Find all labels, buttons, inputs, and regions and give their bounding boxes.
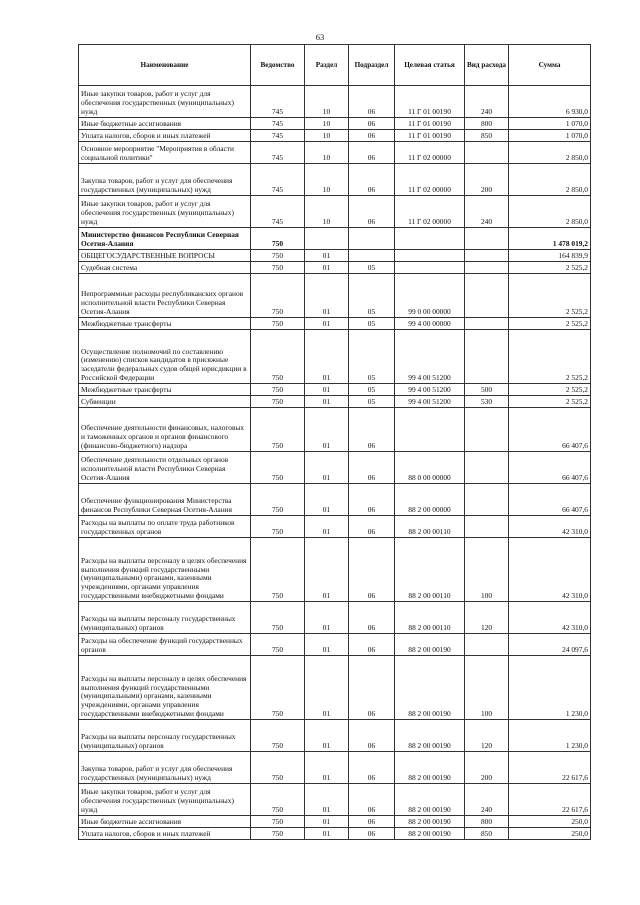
column-header-name: Наименование (79, 45, 251, 86)
row-section: 10 (305, 130, 349, 142)
row-amount: 1 230,0 (509, 720, 591, 752)
row-section: 01 (305, 538, 349, 602)
row-name: Расходы на выплаты персоналу государственных (муниципальных) органов (79, 720, 251, 752)
table-row (79, 384, 591, 396)
row-target-article: 11 Г 01 00190 (395, 130, 465, 142)
row-name: ОБЩЕГОСУДАРСТВЕННЫЕ ВОПРОСЫ (79, 250, 251, 262)
table-row (79, 196, 591, 228)
row-department: 745 (251, 118, 305, 130)
row-amount: 22 617,6 (509, 752, 591, 784)
row-department: 750 (251, 452, 305, 484)
row-name: Иные бюджетные ассигнования (79, 816, 251, 828)
row-section: 01 (305, 408, 349, 452)
row-target-article: 11 Г 01 00190 (395, 86, 465, 118)
row-target-article (395, 250, 465, 262)
row-amount: 2 525,2 (509, 396, 591, 408)
table-row (79, 452, 591, 484)
row-name: Расходы на выплаты персоналу государственных (муниципальных) органов (79, 602, 251, 634)
row-target-article: 99 4 00 51200 (395, 384, 465, 396)
column-header-amount: Сумма (509, 45, 591, 86)
row-department: 750 (251, 656, 305, 720)
row-amount: 1 070,0 (509, 130, 591, 142)
row-section: 01 (305, 250, 349, 262)
row-subsection: 06 (349, 828, 395, 840)
table-row (79, 408, 591, 452)
row-department: 750 (251, 408, 305, 452)
row-amount: 2 525,2 (509, 262, 591, 274)
row-subsection: 05 (349, 318, 395, 330)
row-target-article: 99 4 00 51200 (395, 396, 465, 408)
row-expense-type: 240 (465, 196, 509, 228)
row-department: 750 (251, 816, 305, 828)
row-expense-type (465, 634, 509, 656)
row-section: 10 (305, 164, 349, 196)
row-section: 01 (305, 274, 349, 318)
row-section: 10 (305, 196, 349, 228)
column-header-target-article: Целевая статья (395, 45, 465, 86)
row-expense-type: 200 (465, 164, 509, 196)
row-department: 745 (251, 164, 305, 196)
row-section: 01 (305, 384, 349, 396)
row-amount: 1 070,0 (509, 118, 591, 130)
row-name: Иные бюджетные ассигнования (79, 118, 251, 130)
row-subsection: 05 (349, 274, 395, 318)
row-target-article: 88 2 00 00190 (395, 720, 465, 752)
row-expense-type: 120 (465, 602, 509, 634)
row-section: 01 (305, 656, 349, 720)
row-amount: 24 097,6 (509, 634, 591, 656)
table-row (79, 262, 591, 274)
row-expense-type (465, 274, 509, 318)
table-row (79, 538, 591, 602)
row-amount: 2 850,0 (509, 196, 591, 228)
row-target-article: 88 2 00 00190 (395, 784, 465, 816)
row-department: 750 (251, 274, 305, 318)
row-expense-type: 800 (465, 118, 509, 130)
row-name: Основное мероприятие "Мероприятия в области социальной политики" (79, 142, 251, 164)
row-expense-type: 120 (465, 720, 509, 752)
row-amount: 66 407,6 (509, 408, 591, 452)
row-name: Иные закупки товаров, работ и услуг для обеспечения государственных (муниципальных) нужд (79, 196, 251, 228)
row-amount: 42 310,0 (509, 516, 591, 538)
table-row (79, 484, 591, 516)
row-department: 750 (251, 384, 305, 396)
row-name: Судебная система (79, 262, 251, 274)
table-row (79, 118, 591, 130)
row-subsection: 06 (349, 752, 395, 784)
row-subsection: 05 (349, 330, 395, 384)
row-subsection: 06 (349, 634, 395, 656)
row-expense-type: 240 (465, 86, 509, 118)
row-expense-type: 850 (465, 130, 509, 142)
row-name: Обеспечение деятельности финансовых, налоговых и таможенных органов и органов финансового (финансово-бюджетного) надзора (79, 408, 251, 452)
row-section: 01 (305, 816, 349, 828)
row-amount: 2 525,2 (509, 274, 591, 318)
row-target-article: 11 Г 02 00000 (395, 142, 465, 164)
row-amount: 250,0 (509, 828, 591, 840)
row-name: Министерство финансов Республики Северная Осетия-Алания (79, 228, 251, 250)
row-subsection: 06 (349, 720, 395, 752)
row-target-article: 88 0 00 00000 (395, 452, 465, 484)
row-subsection: 06 (349, 196, 395, 228)
row-section: 01 (305, 330, 349, 384)
table-row (79, 720, 591, 752)
table-row (79, 86, 591, 118)
row-name: Субвенции (79, 396, 251, 408)
row-name: Закупка товаров, работ и услуг для обеспечения государственных (муниципальных) нужд (79, 164, 251, 196)
row-department: 750 (251, 784, 305, 816)
row-department: 750 (251, 720, 305, 752)
row-name: Межбюджетные трансферты (79, 384, 251, 396)
row-expense-type: 100 (465, 538, 509, 602)
row-name: Уплата налогов, сборов и иных платежей (79, 130, 251, 142)
row-subsection: 05 (349, 396, 395, 408)
row-target-article: 99 0 00 00000 (395, 274, 465, 318)
budget-table (78, 44, 591, 840)
row-expense-type: 240 (465, 784, 509, 816)
row-department: 750 (251, 516, 305, 538)
row-name: Иные закупки товаров, работ и услуг для обеспечения государственных (муниципальных) нужд (79, 784, 251, 816)
row-subsection: 06 (349, 118, 395, 130)
row-subsection: 05 (349, 262, 395, 274)
row-department: 750 (251, 318, 305, 330)
row-section: 01 (305, 720, 349, 752)
row-amount: 164 839,9 (509, 250, 591, 262)
row-department: 750 (251, 634, 305, 656)
table-row (79, 602, 591, 634)
row-department: 750 (251, 330, 305, 384)
row-amount: 1 230,0 (509, 656, 591, 720)
row-target-article: 88 2 00 00110 (395, 516, 465, 538)
row-name: Закупка товаров, работ и услуг для обеспечения государственных (муниципальных) нужд (79, 752, 251, 784)
row-subsection: 06 (349, 130, 395, 142)
row-name: Обеспечение деятельности отдельных органов исполнительной власти Республики Северная Осетия-Алания (79, 452, 251, 484)
row-section: 01 (305, 484, 349, 516)
row-department: 750 (251, 602, 305, 634)
row-section: 01 (305, 634, 349, 656)
row-department: 750 (251, 538, 305, 602)
row-expense-type: 100 (465, 656, 509, 720)
row-expense-type: 500 (465, 384, 509, 396)
row-subsection: 06 (349, 538, 395, 602)
row-amount: 1 478 019,2 (509, 228, 591, 250)
row-subsection: 06 (349, 164, 395, 196)
row-target-article: 11 Г 02 00000 (395, 164, 465, 196)
row-target-article (395, 228, 465, 250)
row-department: 750 (251, 484, 305, 516)
row-section (305, 228, 349, 250)
row-name: Непрограммные расходы республиканских органов исполнительной власти Республики Северная Осетия-Алания (79, 274, 251, 318)
row-department: 745 (251, 196, 305, 228)
table-row (79, 784, 591, 816)
row-expense-type: 200 (465, 752, 509, 784)
table-header-row (79, 45, 591, 86)
row-department: 750 (251, 396, 305, 408)
column-header-section: Раздел (305, 45, 349, 86)
table-row (79, 634, 591, 656)
row-expense-type (465, 484, 509, 516)
row-amount: 66 407,6 (509, 452, 591, 484)
row-subsection: 05 (349, 384, 395, 396)
row-subsection: 06 (349, 784, 395, 816)
row-amount: 42 310,0 (509, 602, 591, 634)
row-subsection: 06 (349, 452, 395, 484)
row-amount: 42 310,0 (509, 538, 591, 602)
row-target-article: 88 2 00 00000 (395, 484, 465, 516)
row-name: Иные закупки товаров, работ и услуг для обеспечения государственных (муниципальных) нужд (79, 86, 251, 118)
row-amount: 2 525,2 (509, 384, 591, 396)
row-name: Расходы на обеспечение функций государственных органов (79, 634, 251, 656)
row-section: 01 (305, 828, 349, 840)
row-section: 10 (305, 118, 349, 130)
row-amount: 6 930,0 (509, 86, 591, 118)
row-amount: 250,0 (509, 816, 591, 828)
row-subsection: 06 (349, 408, 395, 452)
row-section: 01 (305, 784, 349, 816)
row-target-article: 88 2 00 00110 (395, 602, 465, 634)
row-subsection: 06 (349, 484, 395, 516)
row-subsection (349, 228, 395, 250)
row-expense-type (465, 516, 509, 538)
row-subsection (349, 250, 395, 262)
row-expense-type (465, 318, 509, 330)
row-amount: 22 617,6 (509, 784, 591, 816)
row-department: 750 (251, 262, 305, 274)
row-target-article: 88 2 00 00190 (395, 634, 465, 656)
row-name: Уплата налогов, сборов и иных платежей (79, 828, 251, 840)
row-department: 745 (251, 86, 305, 118)
row-target-article: 88 2 00 00190 (395, 752, 465, 784)
row-name: Расходы на выплаты по оплате труда работников государственных органов (79, 516, 251, 538)
row-section: 10 (305, 142, 349, 164)
table-row (79, 142, 591, 164)
row-amount: 2 525,2 (509, 318, 591, 330)
row-subsection: 06 (349, 602, 395, 634)
row-section: 01 (305, 752, 349, 784)
row-amount: 2 850,0 (509, 142, 591, 164)
table-row (79, 318, 591, 330)
row-target-article: 11 Г 01 00190 (395, 118, 465, 130)
row-expense-type (465, 250, 509, 262)
row-target-article (395, 408, 465, 452)
table-row (79, 516, 591, 538)
row-section: 10 (305, 86, 349, 118)
table-row (79, 164, 591, 196)
row-section: 01 (305, 318, 349, 330)
row-target-article (395, 262, 465, 274)
row-target-article: 88 2 00 00110 (395, 538, 465, 602)
row-department: 750 (251, 228, 305, 250)
row-expense-type (465, 330, 509, 384)
row-department: 750 (251, 250, 305, 262)
row-section: 01 (305, 452, 349, 484)
row-name: Межбюджетные трансферты (79, 318, 251, 330)
row-expense-type (465, 142, 509, 164)
table-row (79, 396, 591, 408)
table-row (79, 656, 591, 720)
row-amount: 2 525,2 (509, 330, 591, 384)
row-amount: 66 407,6 (509, 484, 591, 516)
column-header-expense-type: Вид расхода (465, 45, 509, 86)
table-row (79, 828, 591, 840)
row-target-article: 88 2 00 00190 (395, 828, 465, 840)
row-expense-type (465, 228, 509, 250)
table-row (79, 816, 591, 828)
table-row (79, 250, 591, 262)
row-section: 01 (305, 396, 349, 408)
row-expense-type: 530 (465, 396, 509, 408)
row-expense-type (465, 452, 509, 484)
row-subsection: 06 (349, 656, 395, 720)
row-name: Обеспечение функционирования Министерства финансов Республики Северная Осетия-Алания (79, 484, 251, 516)
row-name: Расходы на выплаты персоналу в целях обеспечения выполнения функций государственными (муниципальными) органами, казенными учреждениями, органами управления государственными внебюджетными фондами (79, 656, 251, 720)
row-amount: 2 850,0 (509, 164, 591, 196)
table-row (79, 330, 591, 384)
row-subsection: 06 (349, 142, 395, 164)
row-section: 01 (305, 262, 349, 274)
row-target-article: 11 Г 02 00000 (395, 196, 465, 228)
row-department: 750 (251, 752, 305, 784)
table-row (79, 130, 591, 142)
row-subsection: 06 (349, 86, 395, 118)
row-subsection: 06 (349, 516, 395, 538)
row-expense-type (465, 408, 509, 452)
column-header-subsection: Подраздел (349, 45, 395, 86)
row-subsection: 06 (349, 816, 395, 828)
row-name: Осуществление полномочий по составлению (изменению) списков кандидатов в присяжные заседатели федеральных судов общей юрисдикции в Российской Федерации (79, 330, 251, 384)
row-target-article: 88 2 00 00190 (395, 656, 465, 720)
table-row (79, 228, 591, 250)
table-row (79, 752, 591, 784)
row-section: 01 (305, 602, 349, 634)
column-header-department: Ведомство (251, 45, 305, 86)
row-target-article: 99 4 00 00000 (395, 318, 465, 330)
row-target-article: 88 2 00 00190 (395, 816, 465, 828)
row-department: 750 (251, 828, 305, 840)
row-expense-type: 850 (465, 828, 509, 840)
row-department: 745 (251, 142, 305, 164)
row-expense-type (465, 262, 509, 274)
table-row (79, 274, 591, 318)
row-expense-type: 800 (465, 816, 509, 828)
row-section: 01 (305, 516, 349, 538)
row-name: Расходы на выплаты персоналу в целях обеспечения выполнения функций государственными (муниципальными) органами, казенными учреждениями, органами управления государственными внебюджетными фондами (79, 538, 251, 602)
table-body (79, 86, 591, 840)
row-target-article: 99 4 00 51200 (395, 330, 465, 384)
page-number: 63 (315, 32, 325, 42)
row-department: 745 (251, 130, 305, 142)
